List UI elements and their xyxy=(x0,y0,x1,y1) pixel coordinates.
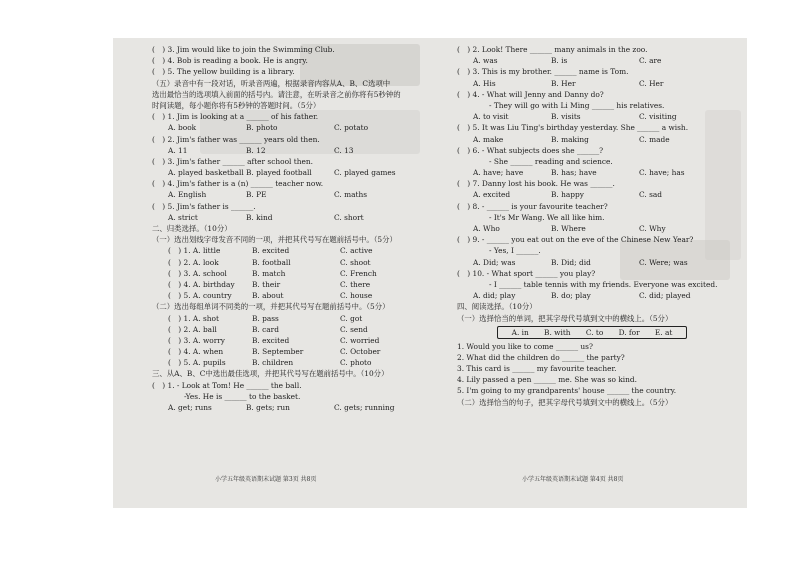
option-row xyxy=(457,111,757,122)
word-option: C. to xyxy=(585,327,604,337)
answer-option: C. did; played xyxy=(639,291,691,301)
phonics-row: ( ) 1. A. little B. excited C. active xyxy=(168,246,373,256)
question-line: ( ) 10. - What sport ______ you play? xyxy=(457,268,596,278)
section-instruction: 时间读题，每小题你将有5秒钟的答题时间。（5分） xyxy=(152,100,321,110)
answer-option: C. are xyxy=(639,56,662,66)
fill-line: 2. What did the children do ______ the party? xyxy=(457,352,625,362)
option-row xyxy=(457,78,757,89)
section-instruction: （五）录音中有一段对话，听录音两遍，根据录音内容从A、B、C选项中 xyxy=(152,78,391,88)
option-row: A. get; runs B. gets; run C. gets; running xyxy=(168,403,395,412)
phonics-row: ( ) 2. A. look B. football C. shoot xyxy=(168,257,371,267)
fill-line: 4. Lily passed a pen ______ me. She was so kind. xyxy=(457,375,638,385)
question-line: ( ) 1. Jim is looking at a ______ of his father. xyxy=(152,112,319,122)
section-instruction: 选出最恰当的选项填入前面的括号内。请注意，在听录音之前你将有5秒钟的 xyxy=(152,89,401,99)
answer-option: A. was xyxy=(473,56,498,66)
question-subline: - They will go with Li Ming ______ his relatives. xyxy=(489,100,665,110)
answer-option: B. has; have xyxy=(551,168,597,178)
answer-option: C. sad xyxy=(639,190,663,200)
question-line: ( ) 3. Jim's father ______ after school then. xyxy=(152,156,313,166)
right-page xyxy=(457,44,757,408)
question-line: ( ) 3. This is my brother. ______ name is Tom. xyxy=(457,67,629,77)
category-row: ( ) 4. A. when B. September C. October xyxy=(168,347,381,357)
phonics-row: ( ) 3. A. school B. match C. French xyxy=(168,268,377,278)
answer-option: B. making xyxy=(551,134,589,144)
answer-option: A. excited xyxy=(473,190,511,200)
answer-option: C. Why xyxy=(639,224,666,233)
option-row: A. played basketball B. played football C. played games xyxy=(168,168,396,178)
option-row xyxy=(457,189,757,200)
answer-option: B. Her xyxy=(551,78,576,88)
answer-option: C. have; has xyxy=(639,168,685,178)
option-row xyxy=(457,223,757,234)
category-row: ( ) 1. A. shot B. pass C. got xyxy=(168,313,363,323)
left-page-footer: 小学五年级英语期末试题 第3页 共8页 xyxy=(215,476,317,483)
question-line: -Yes. He is ______ to the basket. xyxy=(184,391,301,401)
option-row xyxy=(457,257,757,268)
option-row: A. strict B. kind C. short xyxy=(168,212,364,222)
answer-option: B. visits xyxy=(551,112,581,122)
option-row: A. book B. photo C. potato xyxy=(168,123,369,133)
question-line: ( ) 4. Jim's father is a (n) ______ teacher now. xyxy=(152,179,324,189)
answer-option: A. did; play xyxy=(473,291,516,301)
answer-option: B. Where xyxy=(551,224,586,233)
option-row xyxy=(457,167,757,178)
question-subline: - It's Mr Wang. We all like him. xyxy=(489,212,605,222)
answer-option: A. have; have xyxy=(473,168,524,178)
question-line: ( ) 5. Jim's father is ______. xyxy=(152,201,256,211)
question-line: ( ) 4. - What will Jenny and Danny do? xyxy=(457,89,604,99)
answer-option: C. made xyxy=(639,134,670,144)
word-option: D. for xyxy=(618,327,640,337)
category-row: ( ) 2. A. ball B. card C. send xyxy=(168,324,368,334)
answer-option: C. Were; was xyxy=(639,257,688,267)
answer-option: A. Did; was xyxy=(473,257,516,267)
fill-line: 5. I'm going to my grandparents' house ______ the country. xyxy=(457,386,677,396)
category-row: ( ) 5. A. pupils B. children C. photo xyxy=(168,358,372,368)
section-instruction: （二）选出每组单词不同类的一项，并把其代号写在题前括号中。（5分） xyxy=(152,302,390,312)
answer-option: B. is xyxy=(551,56,568,66)
option-row: A. English B. PE C. maths xyxy=(168,190,368,200)
answer-option: A. to visit xyxy=(473,112,509,122)
question-line: ( ) 7. Danny lost his book. He was ______. xyxy=(457,179,615,189)
option-row: A. 11 B. 12 C. 13 xyxy=(168,145,354,155)
statement-line: ( ) 3. Jim would like to join the Swimming Club. xyxy=(152,45,335,54)
question-line: ( ) 2. Look! There ______ many animals in the zoo. xyxy=(457,45,648,54)
question-line: ( ) 8. - ______ is your favourite teacher? xyxy=(457,201,608,211)
answer-option: B. Did; did xyxy=(551,257,591,267)
option-row xyxy=(457,290,757,301)
section-heading: 三、从A、B、C中选出最佳选项，并把其代号写在题前括号中。（10分） xyxy=(152,369,389,379)
answer-option: B. do; play xyxy=(551,291,591,301)
section-heading: 二、归类选择。（10分） xyxy=(152,224,232,233)
question-line: ( ) 2. Jim's father was ______ years old then. xyxy=(152,134,320,144)
section-instruction: （一）选择恰当的单词，把其字母代号填到文中的横线上。（5分） xyxy=(457,313,673,323)
statement-line: ( ) 5. The yellow building is a library. xyxy=(152,67,295,77)
question-line: ( ) 5. It was Liu Ting's birthday yesterday. She ______ a wish. xyxy=(457,123,689,133)
statement-line: ( ) 4. Bob is reading a book. He is angry. xyxy=(152,56,308,66)
fill-line: 1. Would you like to come ______ us? xyxy=(457,341,593,351)
answer-option: B. happy xyxy=(551,190,584,200)
question-list xyxy=(457,44,757,301)
option-row xyxy=(457,134,757,145)
fill-line: 3. This card is ______ my favourite teacher. xyxy=(457,364,617,374)
question-subline: - She ______ reading and science. xyxy=(489,156,613,166)
answer-option: C. Her xyxy=(639,78,664,88)
answer-option: C. visiting xyxy=(639,112,677,122)
question-line: ( ) 6. - What subjects does she ______? xyxy=(457,145,604,155)
word-option: A. in xyxy=(511,327,529,337)
answer-option: A. His xyxy=(473,78,496,88)
question-subline: - Yes, I ______. xyxy=(489,246,541,256)
category-row: ( ) 3. A. worry B. excited C. worried xyxy=(168,335,380,345)
question-line: ( ) 9. - ______ you eat out on the eve of the Chinese New Year? xyxy=(457,235,694,245)
answer-option: A. make xyxy=(473,134,504,144)
word-option: B. with xyxy=(544,327,571,337)
word-bank-box xyxy=(497,326,687,339)
option-row xyxy=(457,55,757,66)
section-instruction: （一）选出划线字母发音不同的一项，并把其代号写在题前括号中。（5分） xyxy=(152,235,397,245)
section-heading: 四、阅读选择。（10分） xyxy=(457,302,537,312)
word-option: E. at xyxy=(654,327,673,337)
answer-option: A. Who xyxy=(473,224,500,233)
right-page-footer: 小学五年级英语期末试题 第4页 共8页 xyxy=(522,476,624,483)
phonics-row: ( ) 5. A. country B. about C. house xyxy=(168,291,373,301)
section-instruction: （二）选择恰当的句子，把其字母代号填到文中的横线上。（5分） xyxy=(457,397,673,407)
left-page xyxy=(152,44,452,413)
phonics-row: ( ) 4. A. birthday B. their C. there xyxy=(168,279,371,289)
question-line: ( ) 1. - Look at Tom! He ______ the ball. xyxy=(152,380,302,390)
question-subline: - I ______ table tennis with my friends. Everyone was excited. xyxy=(489,279,718,289)
